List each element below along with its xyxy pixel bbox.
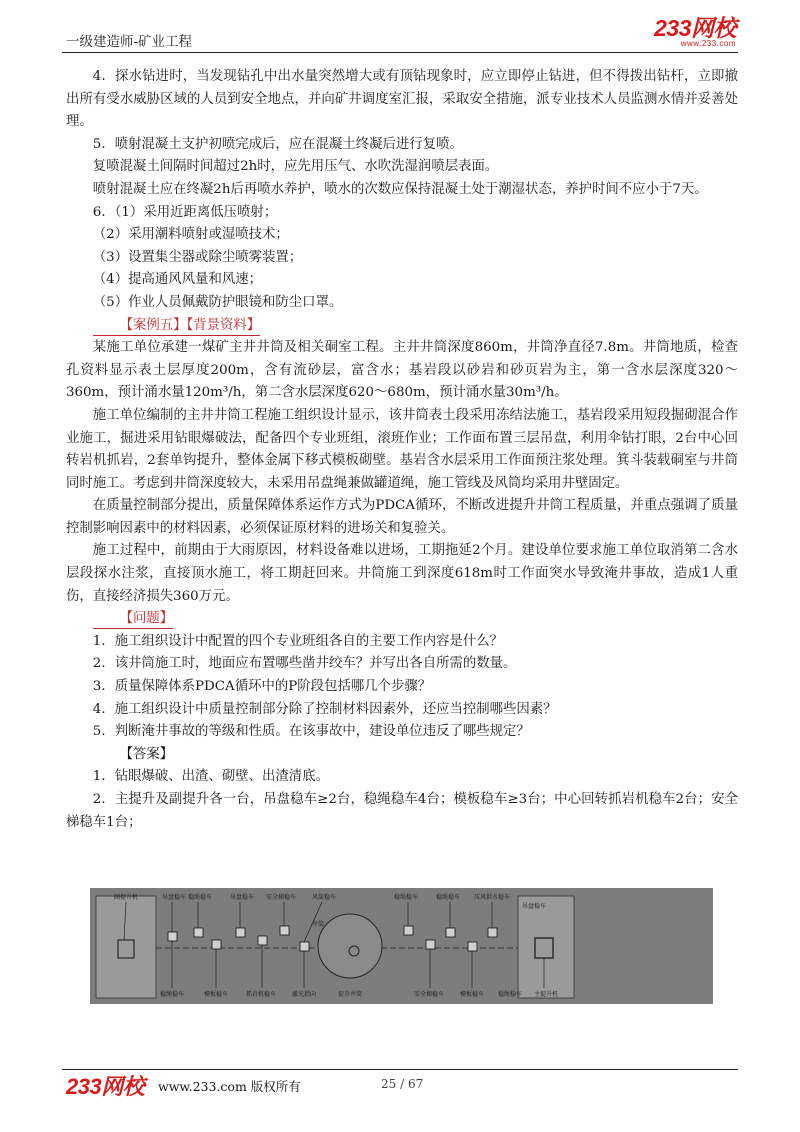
shaft-circle [318,914,382,978]
winch-box [212,940,221,949]
paragraph: 5．喷射混凝土支护初喷完成后，应在混凝土终凝后进行复喷。 [92,136,463,152]
case-label: 【案例五】【背景资料】 [93,317,260,336]
answer-item: 1．钻眼爆破、出渣、砌壁、出渣清底。 [92,769,329,785]
answer-heading [66,744,738,767]
diagram-label: 安全梯稳车 [414,991,445,998]
header-rule [62,52,738,53]
background-paragraph: 在质量控制部分提出，质量保障体系运作方式为PDCA循环，不断改进提升井筒工程质量，并重点强调了质量控制影响因素中的材料因素，必须保证原材料的进场关和复验关。 [66,498,738,536]
question-item: 3．质量保障体系PDCA循环中的P阶段包括哪几个步骤？ [92,679,432,695]
question-item: 2．该井筒施工时，地面应布置哪些凿井绞车？并写出各自所需的数量。 [92,656,517,672]
question-label: 【问题】 [93,610,173,629]
answer-label: 【答案】 [119,746,174,762]
winch-box [426,940,435,949]
footer-logo[interactable]: 233网校 [66,1074,145,1099]
diagram-label: 安全梯稳车 [266,894,297,901]
diagram-label: 抓岩机稳车 [246,991,277,998]
diagram-label-mid: 井筒 [312,921,325,928]
paragraph: （3）设置集尘器或除尘喷雾装置； [92,249,303,265]
winch-box [194,928,203,937]
diagram-label: 稳绳稳车 [498,991,523,998]
background-paragraph: 某施工单位承建一煤矿主井井筒及相关硐室工程。主井井筒深度860m，井筒净直径7.8m。井筒地质，检查孔资料显示表土层厚度200m，含有流砂层，富含水；基岩段以砂岩和砂页岩为主，第一含水层深度320～360m，预计涌水量120m³/h，第二含水层深度620～680m，预计涌水量30m³/h。 [66,340,738,401]
question-heading [66,608,738,631]
background-paragraph: 施工单位编制的主井井筒工程施工组织设计显示，该井筒表土段采用冻结法施工，基岩段采用短段掘砌混合作业施工，掘进采用钻眼爆破法，配备四个专业班组，滚班作业；工作面布置三层吊盘，利用伞钻打眼，2台中心回转岩机抓岩，2套单钩提升，整体金属下移式模板砌壁。基岩含水层采用工作面预注浆处理。箕斗装载硐室与井筒同时施工。考虑到井筒深度较大，未采用吊盘绳兼做罐道绳，施工管线及风筒均采用井壁固定。 [66,407,738,491]
question-item: 5．判断淹井事故的等级和性质。在该事故中，建设单位违反了哪些规定？ [92,724,530,740]
diagram-label: 副提升机 [114,894,139,901]
winch-box [280,926,289,935]
paragraph: 复喷混凝土间隔时间超过2h时，应先用压气、水吹洗湿润喷层表面。 [92,159,499,175]
winch-box [300,942,309,951]
diagram-label: 吊盘稳车 [522,903,547,910]
aux-hoist-house [96,896,156,998]
diagram-svg [90,888,713,1004]
diagram-label: 稳绳稳车 [394,894,419,901]
winch-box [236,928,245,937]
diagram-label: 吊盘稳车 [230,894,255,901]
header-title: 一级建造师-矿业工程 [66,34,193,50]
diagram-label: 激光指向 [292,991,317,998]
winch-box [488,928,497,937]
winch-box [468,942,477,951]
diagram-label: 稳绳稳车 [160,991,185,998]
footer-rule [62,1069,738,1070]
winch-box [258,936,267,945]
winch-box [446,928,455,937]
background-paragraph: 施工过程中，前期由于大雨原因，材料设备难以进场，工期拖延2个月。建设单位要求施工单位取消第二含水层段探水注浆，直接顶水施工，将工期赶回来。井筒施工到深度618m时工作面突水导致淹井事故，造成1人重伤，直接经济损失360万元。 [66,543,738,604]
question-item: 4．施工组织设计中质量控制部分除了控制材料因素外，还应当控制哪些因素？ [92,701,557,717]
paragraph: 6．（1）采用近距离低压喷射； [92,204,278,220]
main-hoist-house [518,896,574,998]
case-heading [66,315,738,338]
diagram-label: 压风供水稳车 [474,894,511,901]
paragraph: 喷射混凝土应在终凝2h后再喷水养护，喷水的次数应保持混凝土处于潮湿状态，养护时间不应小于7天。 [92,181,708,197]
diagram-label: 风筒稳车 [312,894,337,901]
document-body [66,66,738,834]
paragraph: （5）作业人员佩戴防护眼镜和防尘口罩。 [92,294,343,310]
winch-box [404,926,413,935]
paragraph: （2）采用潮料喷射或湿喷技术； [92,227,289,243]
winch-box [168,932,177,941]
diagram-label: 稳绳稳车 [188,894,213,901]
diagram-label: 模板稳车 [204,991,229,998]
brand-logo-url: www.233.com [680,39,736,48]
page-number: 25 / 67 [381,1077,424,1091]
diagram-bg [90,888,713,1004]
diagram-label: 主提升机 [534,991,559,998]
diagram-label: 模板稳车 [460,991,485,998]
diagram-label: 提升井筒 [338,991,363,998]
brand-logo[interactable] [626,16,736,52]
answer-item: 2．主提升及副提升各一台，吊盘稳车≥2台，稳绳稳车4台；模板稳车≥3台；中心回转抓岩机稳车2台；安全梯稳车1台； [66,792,738,830]
diagram-label: 吊盘稳车 [162,894,187,901]
question-item: 1．施工组织设计中配置的四个专业班组各自的主要工作内容是什么？ [92,633,504,649]
paragraph: 4．探水钻进时，当发现钻孔中出水量突然增大或有顶钻现象时，应立即停止钻进，但不得拨出钻杆，立即撤出所有受水威胁区域的人员到安全地点，并向矿井调度室汇报，采取安全措施，派专业技术人员监测水情并妥善处理。 [66,69,738,130]
brand-logo-text: 233网校 [654,15,736,41]
paragraph: （4）提高通风风量和风速； [92,272,263,288]
winch-layout-diagram [90,888,713,1004]
diagram-label: 稳绳稳车 [436,894,461,901]
footer-site[interactable]: www.233.com 版权所有 [158,1079,301,1094]
